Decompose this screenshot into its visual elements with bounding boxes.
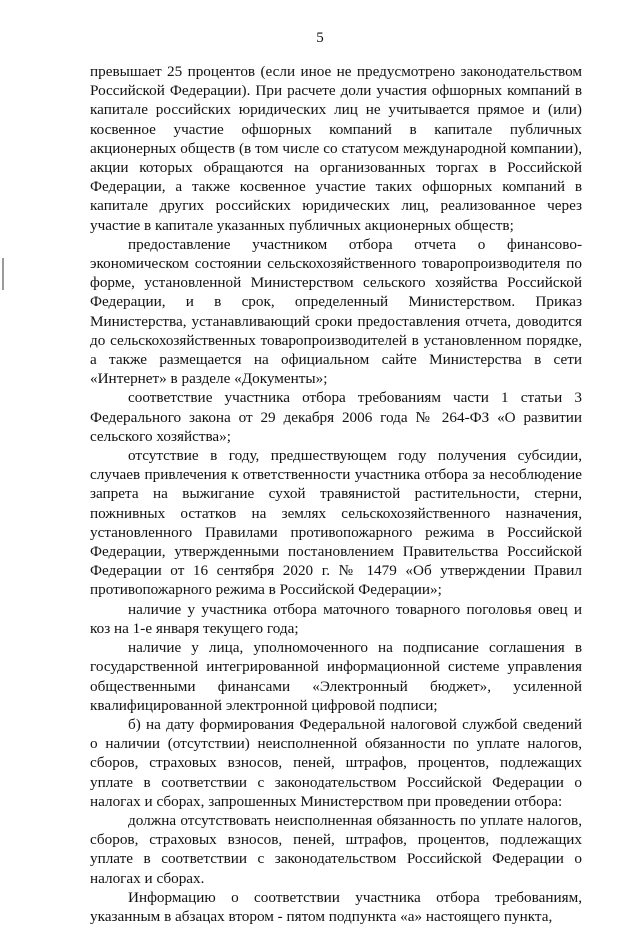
paragraph-continuation: превышает 25 процентов (если иное не предусмотрено законодательством Российской Федерации). При расчете доли участия офшорных компаний в капитале российских юридических лиц не учитывается прямое и (или) косвенное участие офшорных компаний в капитале публичных акционерных обществ (в том числе со статусом международной компании), акции которых обращаются на организованных торгах в Российской Федерации, а также косвенное участие таких офшорных компаний в капитале других российских юридических лиц, реализованное через участие в капитале указанных публичных акционерных обществ; — [90, 63, 582, 234]
paragraph-digital-signature: наличие у лица, уполномоченного на подписание соглашения в государственной интегрированной информационной системе управления общественными финансами «Электронный бюджет», усиленной квалифицированной электронной цифровой подписи; — [90, 639, 582, 714]
paragraph-tax-service: б) на дату формирования Федеральной налоговой службой сведений о наличии (отсутствии) неисполненной обязанности по уплате налогов, сборов, страховых взносов, пеней, штрафов, процентов, подлежащих уплате в соответствии с законодательством Российской Федерации о налогах и сборах, запрошенных Министерством при проведении отбора: — [90, 715, 582, 810]
paragraph-livestock: наличие у участника отбора маточного товарного поголовья овец и коз на 1-е января текущего года; — [90, 600, 582, 637]
document-body — [90, 62, 582, 926]
paragraph-information: Информацию о соответствии участника отбора требованиям, указанным в абзацах втором - пятом подпункта «а» настоящего пункта, — [90, 888, 582, 925]
page-number: 5 — [316, 30, 324, 46]
scan-edge-mark — [2, 258, 4, 290]
paragraph-financial-report: предоставление участником отбора отчета о финансово-экономическом состоянии сельскохозяйственного товаропроизводителя по форме, установленной Министерством сельского хозяйства Российской Федерации, и в срок, определенный Министерством. Приказ Министерства, устанавливающий сроки предоставления отчета, доводится до сельскохозяйственных товаропроизводителей в установленном порядке, а также размещается на официальном сайте Министерства в сети «Интернет» в разделе «Документы»; — [90, 235, 582, 388]
paragraph-fire-safety: отсутствие в году, предшествующем году получения субсидии, случаев привлечения к ответственности участника отбора за несоблюдение запрета на выжигание сухой травянистой растительности, стерни, пожнивных остатков на землях сельскохозяйственного назначения, установленного Правилами противопожарного режима в Российской Федерации, утвержденными постановлением Правительства Российской Федерации от 16 сентября 2020 г. № 1479 «Об утверждении Правил противопожарного режима в Российской Федерации»; — [90, 447, 582, 599]
paragraph-tax-obligation: должна отсутствовать неисполненная обязанность по уплате налогов, сборов, страховых взносов, пеней, штрафов, процентов, подлежащих уплате в соответствии с законодательством Российской Федерации о налогах и сборах. — [90, 811, 582, 887]
paragraph-law-compliance: соответствие участника отбора требованиям части 1 статьи 3 Федерального закона от 29 декабря 2006 года № 264-ФЗ «О развитии сельского хозяйства»; — [90, 389, 582, 445]
